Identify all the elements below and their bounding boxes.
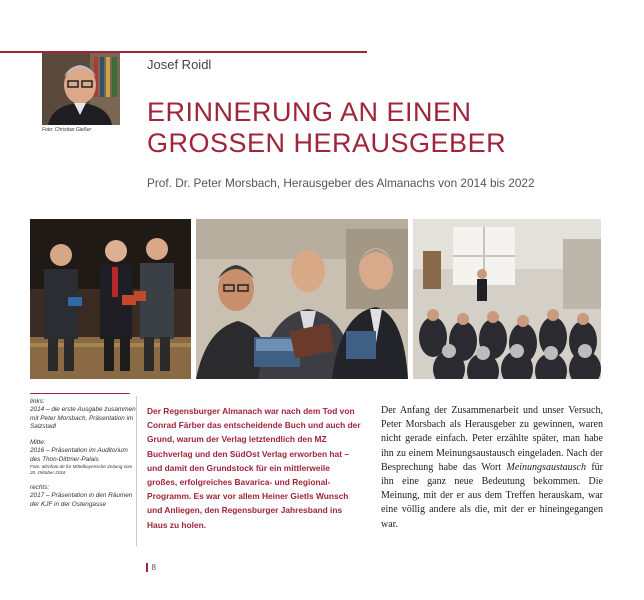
article-subtitle: Prof. Dr. Peter Morsbach, Herausgeber des Almanachs von 2014 bis 2022 bbox=[147, 176, 535, 190]
caption-middle-label: Mitte: bbox=[30, 439, 46, 447]
intro-paragraph: Der Regensburger Almanach war nach dem Tod von Conrad Färber das entscheidende Buch und auch der Grund, warum der Verlag letztendlich den MZ Buchverlag und den SüdOst Verlag erworben hat – und damit den Grundstock für ein mittlerweile großes, erfolgreiches Bavarica- und Regional-Programm. Es war vor allem Heiner Gietls Wunsch und Anliegen, den Regensburger Jahresband ins Haus zu holen. bbox=[147, 406, 361, 530]
article-title: ERINNERUNG AN EINEN GROSSEN HERAUSGEBER bbox=[147, 97, 507, 158]
body-text-start: Der Anfang der Zusammenarbeit und unser Versuch, Peter Morsbach als Herausgeber zu gewinnen, waren nicht gerade einfach. Peter erzählte später, man habe ihn zu einem Meinungsaustausch eingeladen. Nach der Besprechung habe das Wort bbox=[381, 405, 603, 473]
body-text bbox=[381, 404, 603, 532]
body-paragraph bbox=[381, 404, 603, 532]
photo-left-presentation bbox=[30, 219, 191, 379]
column-divider bbox=[136, 396, 137, 546]
page-number bbox=[146, 563, 156, 572]
caption-right-text: 2017 – Präsentation in den Räumen der KJF in der Ostengasse bbox=[30, 492, 133, 508]
caption-middle-credit: Foto: altrofoto.de für Mittelbayerische Zeitung vom 20. Oktober 2016 bbox=[30, 464, 133, 476]
photo-middle-auditorium bbox=[196, 219, 408, 379]
author-name: Josef Roidl bbox=[147, 57, 212, 72]
body-text-end: für ihn eine ganz neue Bedeutung bekommen. Die Meinung, mit der er aus dem Treffen herauskam, war eine völlig andere als die, mit der er hineingegangen war. bbox=[381, 461, 603, 530]
caption-left bbox=[30, 398, 138, 431]
photo-credit: Foto: Christian Gießer bbox=[42, 127, 92, 133]
caption-left-label: links: bbox=[30, 398, 45, 405]
caption-right-label: rechts: bbox=[30, 484, 50, 492]
page-number-bar bbox=[146, 563, 148, 572]
photo-right-hall bbox=[413, 219, 601, 379]
caption-rule bbox=[30, 393, 130, 394]
photo-captions bbox=[30, 398, 138, 517]
page-number-value: 8 bbox=[151, 563, 156, 572]
caption-middle-text: 2016 – Präsentation im Auditorium des Thon-Dittmer-Palais bbox=[30, 447, 128, 463]
author-portrait bbox=[42, 53, 120, 125]
caption-middle bbox=[30, 439, 138, 476]
caption-left-text: 2014 – die erste Ausgabe zusammen mit Peter Morsbach, Präsentation im Salzstadl bbox=[30, 406, 136, 430]
body-emphasis: Meinungsaustausch bbox=[506, 461, 586, 473]
caption-right bbox=[30, 484, 138, 509]
